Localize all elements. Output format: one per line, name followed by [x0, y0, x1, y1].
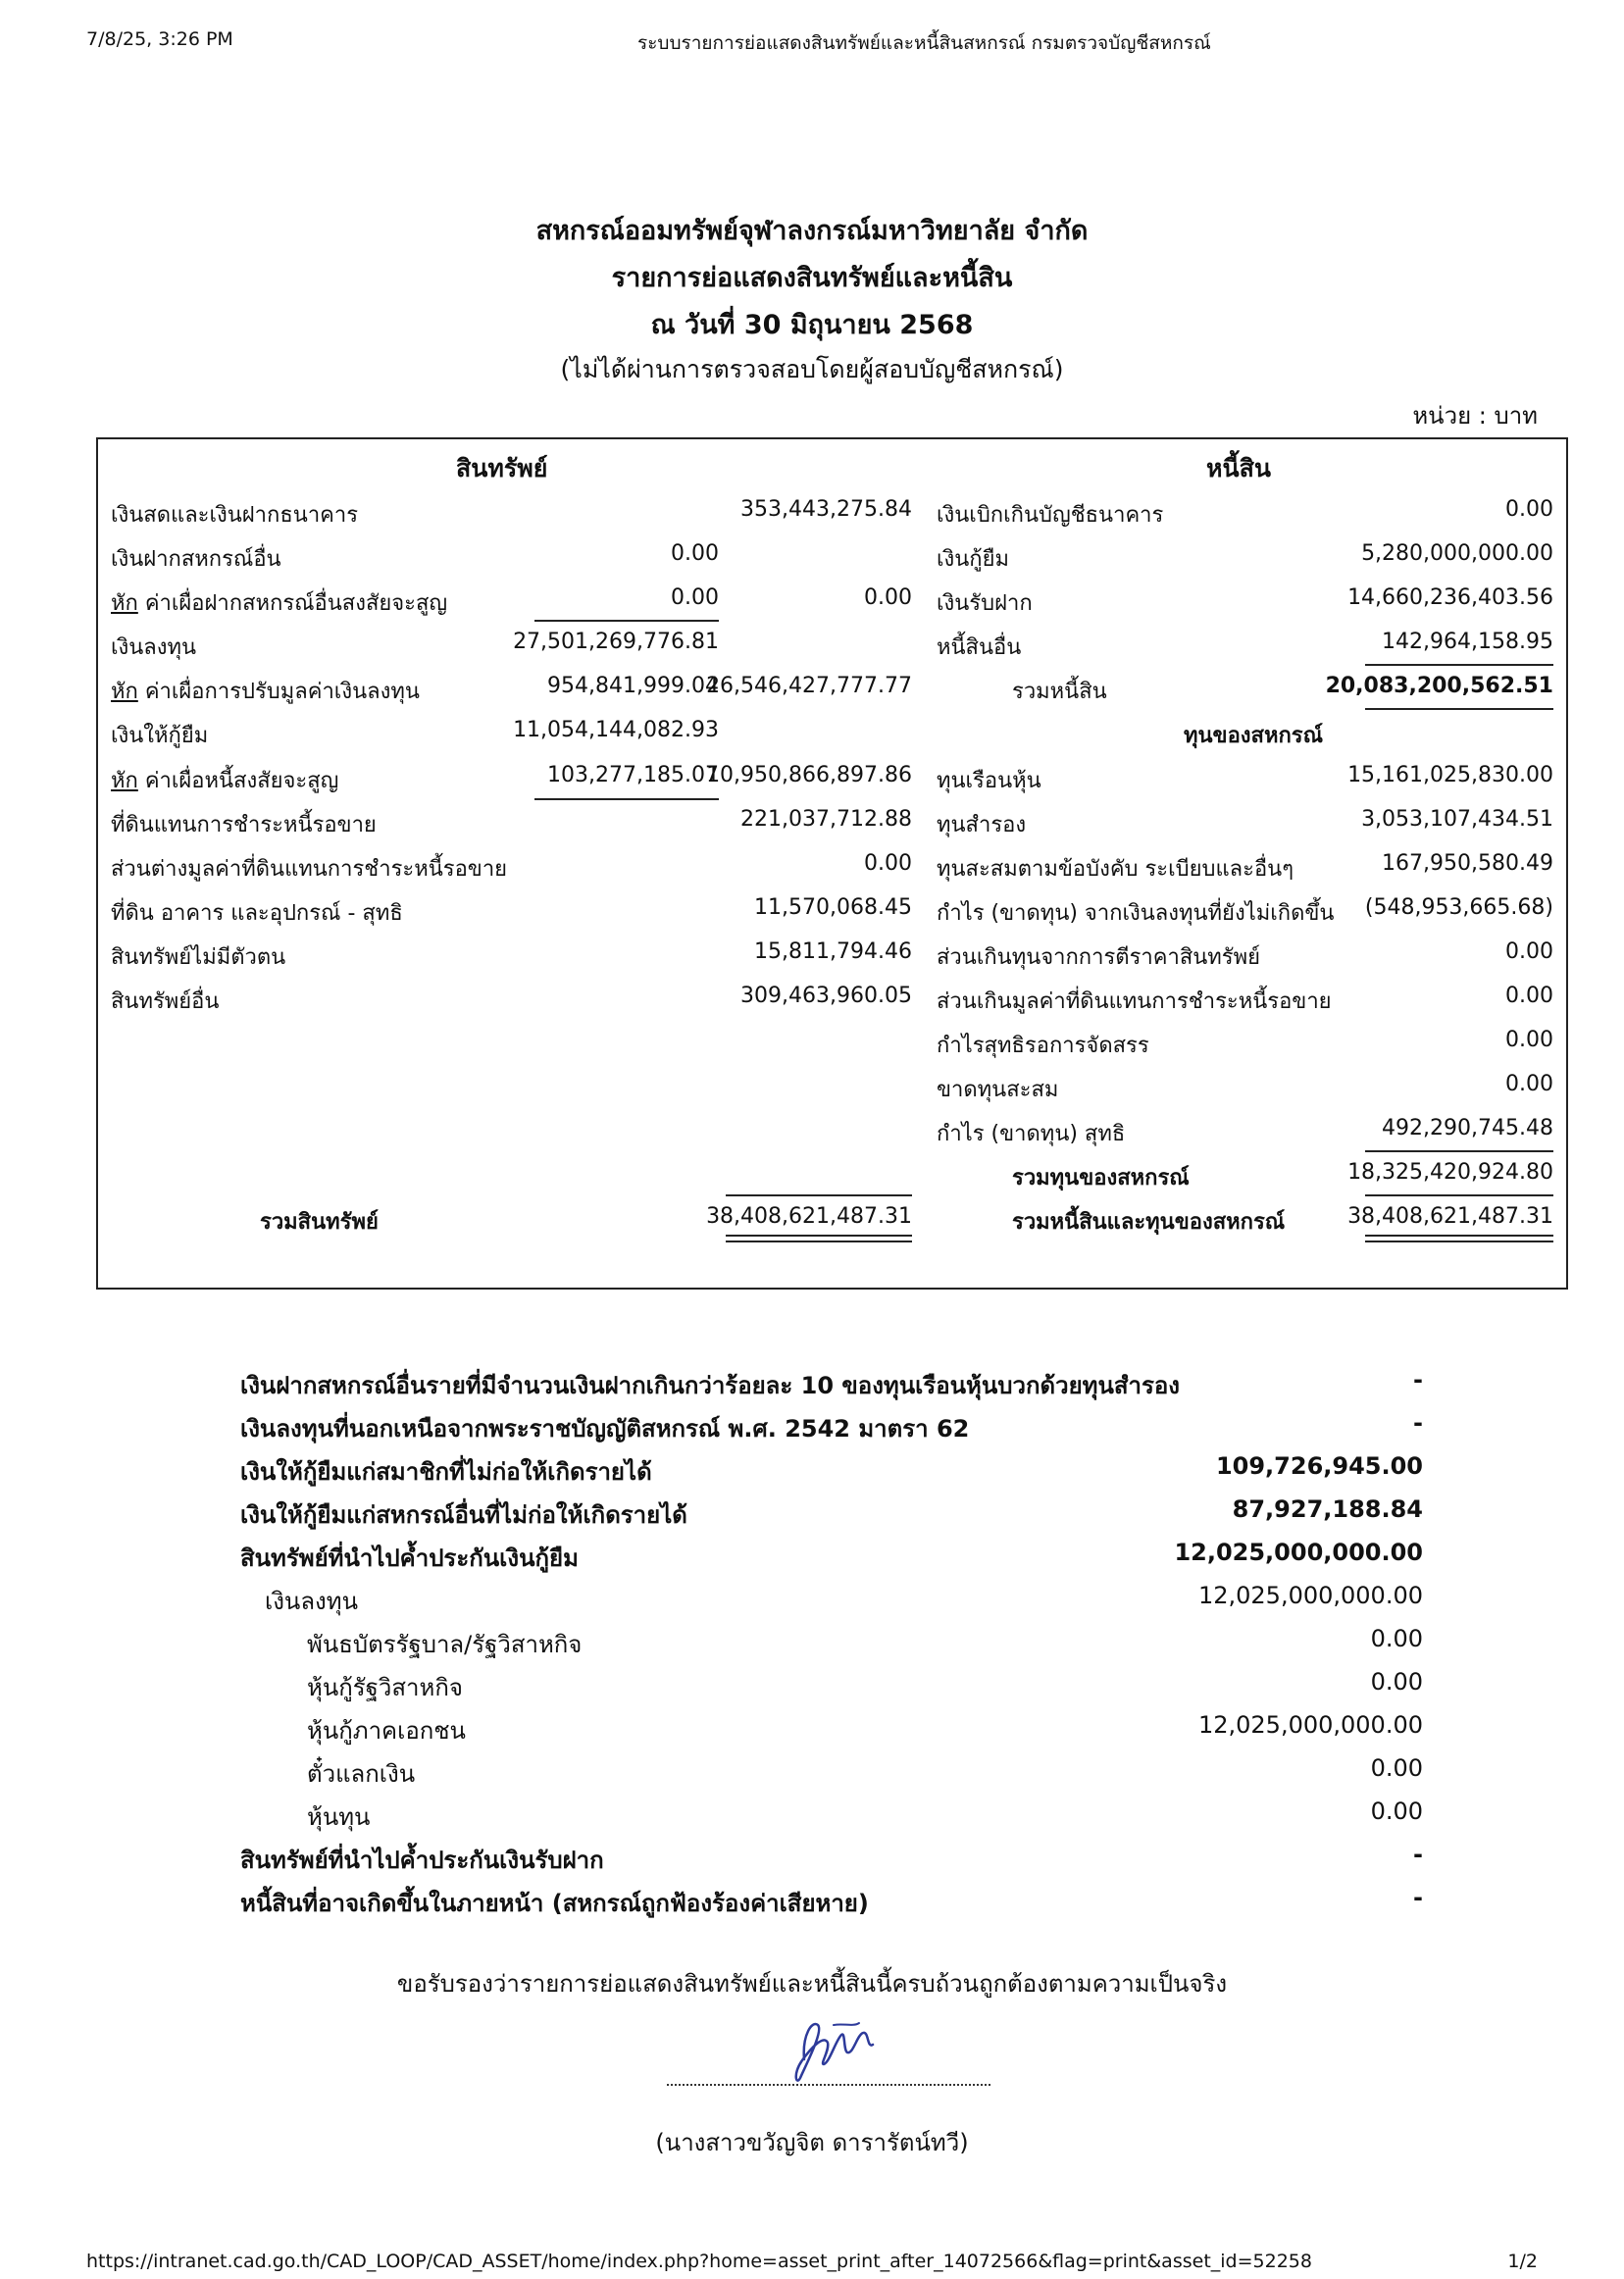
grand-total-label: รวมหนี้สินและทุนของสหกรณ์: [1012, 1210, 1286, 1235]
asset-total-investment: 26,546,427,777.77: [706, 674, 912, 698]
note-value-3: 109,726,945.00: [1215, 1452, 1423, 1480]
note-value-8: 0.00: [1370, 1668, 1423, 1696]
double-underline-grand-total: [1365, 1235, 1553, 1242]
equity-total-label: รวมทุนของสหกรณ์: [1012, 1166, 1190, 1190]
equity-value-accumulated: 167,950,580.49: [1382, 851, 1553, 876]
asset-sub-investment: 27,501,269,776.81: [513, 630, 719, 654]
equity-label-unallocated: กำไรสุทธิรอการจัดสรร: [937, 1034, 1149, 1058]
note-value-12: -: [1413, 1841, 1423, 1868]
note-label-5: สินทรัพย์ที่นำไปค้ำประกันเงินกู้ยืม: [240, 1545, 579, 1572]
note-value-10: 0.00: [1370, 1754, 1423, 1782]
note-value-4: 87,927,188.84: [1232, 1495, 1423, 1523]
asset-sub-loans-allowance: 103,277,185.07: [547, 763, 719, 787]
asset-label-land-substitute: ที่ดินแทนการชำระหนี้รอขาย: [111, 813, 377, 837]
note-label-2: เงินลงทุนที่นอกเหนือจากพระราชบัญญัติสหกรณ์ พ.ศ. 2542 มาตรา 62: [240, 1415, 970, 1443]
equity-label-accumulated: ทุนสะสมตามข้อบังคับ ระเบียบและอื่นๆ: [937, 857, 1294, 882]
system-title: ระบบรายการย่อแสดงสินทรัพย์และหนี้สินสหกรณ์ กรมตรวจบัญชีสหกรณ์: [637, 32, 1211, 54]
underline-equity-total: [1365, 1194, 1553, 1196]
equity-label-land-surplus: ส่วนเกินมูลค่าที่ดินแทนการชำระหนี้รอขาย: [937, 989, 1332, 1014]
asset-total-ppe: 11,570,068.45: [754, 895, 912, 920]
equity-label-asset-surplus: ส่วนเกินทุนจากการตีราคาสินทรัพย์: [937, 945, 1260, 970]
note-value-6: 12,025,000,000.00: [1197, 1582, 1423, 1609]
grand-total-value: 38,408,621,487.31: [1347, 1204, 1553, 1229]
note-label-1: เงินฝากสหกรณ์อื่นรายที่มีจำนวนเงินฝากเกินกว่าร้อยละ 10 ของทุนเรือนหุ้นบวกด้วยทุนสำรอง: [240, 1372, 1181, 1399]
note-label-7: พันธบัตรรัฐบาล/รัฐวิสาหกิจ: [307, 1631, 583, 1658]
liab-label-overdraft: เงินเบิกเกินบัญชีธนาคาร: [937, 503, 1164, 528]
equity-label-net-profit: กำไร (ขาดทุน) สุทธิ: [937, 1122, 1126, 1146]
asset-total-loans: 10,950,866,897.86: [706, 763, 912, 787]
asset-total-cash: 353,443,275.84: [740, 497, 912, 522]
note-label-9: หุ้นกู้ภาคเอกชน: [307, 1717, 466, 1745]
equity-value-unrealized: (548,953,665.68): [1364, 895, 1553, 920]
audit-note: (ไม่ได้ผ่านการตรวจสอบโดยผู้สอบบัญชีสหกรณ์): [560, 355, 1064, 383]
asset-label-other: สินทรัพย์อื่น: [111, 989, 220, 1014]
org-name: สหกรณ์ออมทรัพย์จุฬาลงกรณ์มหาวิทยาลัย จำกัด: [535, 216, 1089, 246]
equity-value-shares: 15,161,025,830.00: [1347, 763, 1553, 787]
note-label-3: เงินให้กู้ยืมแก่สมาชิกที่ไม่ก่อให้เกิดรายได้: [240, 1458, 652, 1486]
liabilities-heading: หนี้สิน: [1206, 454, 1271, 482]
total-assets-label: รวมสินทรัพย์: [260, 1210, 379, 1235]
note-label-13: หนี้สินที่อาจเกิดขึ้นในภายหน้า (สหกรณ์ถูกฟ้องร้องค่าเสียหาย): [240, 1890, 869, 1917]
asset-sub-coop-deposit-allowance: 0.00: [671, 585, 719, 610]
liab-total-label: รวมหนี้สิน: [1012, 680, 1107, 704]
equity-label-reserve: ทุนสำรอง: [937, 813, 1027, 837]
liab-label-borrow: เงินกู้ยืม: [937, 547, 1010, 572]
asset-sub-investment-adjustment: 954,841,999.04: [547, 674, 719, 698]
asset-label-cash: เงินสดและเงินฝากธนาคาร: [111, 503, 359, 528]
equity-heading: ทุนของสหกรณ์: [1184, 724, 1324, 748]
equity-value-unallocated: 0.00: [1505, 1028, 1553, 1052]
asset-label-land-substitute-diff: ส่วนต่างมูลค่าที่ดินแทนการชำระหนี้รอขาย: [111, 857, 508, 882]
note-value-1: -: [1413, 1366, 1423, 1393]
note-value-11: 0.00: [1370, 1798, 1423, 1825]
signer-name: (นางสาวขวัญจิต ดารารัตน์ทวี): [655, 2129, 969, 2156]
certification-text: ขอรับรองว่ารายการย่อแสดงสินทรัพย์และหนี้สินนี้ครบถ้วนถูกต้องตามความเป็นจริง: [396, 1970, 1228, 1998]
underline-asset-total-top: [726, 1194, 912, 1196]
asset-total-land-substitute-diff: 0.00: [864, 851, 912, 876]
asset-total-land-substitute: 221,037,712.88: [740, 807, 912, 832]
total-assets-value: 38,408,621,487.31: [706, 1204, 912, 1229]
equity-value-asset-surplus: 0.00: [1505, 939, 1553, 964]
equity-value-accum-loss: 0.00: [1505, 1072, 1553, 1096]
underline-liab-top: [1365, 664, 1553, 666]
note-label-10: ตั๋วแลกเงิน: [307, 1760, 416, 1788]
liab-value-overdraft: 0.00: [1505, 497, 1553, 522]
liab-label-deposits: เงินรับฝาก: [937, 591, 1033, 616]
liab-value-other: 142,964,158.95: [1382, 630, 1553, 654]
underline-equity-top: [1365, 1150, 1553, 1152]
note-value-2: -: [1413, 1409, 1423, 1437]
equity-value-net-profit: 492,290,745.48: [1382, 1116, 1553, 1140]
underline-loans-sub: [534, 798, 719, 800]
underline-coop-sub: [534, 620, 719, 622]
note-value-13: -: [1413, 1884, 1423, 1911]
note-label-12: สินทรัพย์ที่นำไปค้ำประกันเงินรับฝาก: [240, 1847, 604, 1874]
asset-label-ppe: ที่ดิน อาคาร และอุปกรณ์ - สุทธิ: [111, 901, 403, 926]
report-title: รายการย่อแสดงสินทรัพย์และหนี้สิน: [611, 263, 1013, 293]
footer-url: https://intranet.cad.go.th/CAD_LOOP/CAD_ASSET/home/index.php?home=asset_print_after_14072566&flag=print&asset_id=52258: [86, 2251, 1312, 2272]
asset-label-loans-allowance: หัก ค่าเผื่อหนี้สงสัยจะสูญ: [111, 769, 339, 793]
assets-heading: สินทรัพย์: [456, 454, 548, 482]
equity-label-accum-loss: ขาดทุนสะสม: [937, 1078, 1059, 1102]
equity-value-reserve: 3,053,107,434.51: [1361, 807, 1553, 832]
liab-value-deposits: 14,660,236,403.56: [1347, 585, 1553, 610]
asset-sub-loans: 11,054,144,082.93: [513, 718, 719, 742]
liab-value-borrow: 5,280,000,000.00: [1361, 541, 1553, 566]
liab-total-value: 20,083,200,562.51: [1325, 674, 1553, 698]
asset-label-investment-adjustment: หัก ค่าเผื่อการปรับมูลค่าเงินลงทุน: [111, 680, 420, 704]
asset-label-loans: เงินให้กู้ยืม: [111, 724, 209, 748]
asset-sub-coop-deposit: 0.00: [671, 541, 719, 566]
equity-value-land-surplus: 0.00: [1505, 984, 1553, 1008]
report-date: ณ วันที่ 30 มิถุนายน 2568: [650, 310, 974, 340]
note-value-9: 12,025,000,000.00: [1197, 1711, 1423, 1739]
footer-page: 1/2: [1507, 2251, 1538, 2272]
signature-line: [667, 2084, 990, 2086]
unit-label: หน่วย : บาท: [1412, 402, 1538, 430]
asset-label-investment: เงินลงทุน: [111, 635, 197, 660]
equity-label-shares: ทุนเรือนหุ้น: [937, 769, 1041, 793]
asset-total-intangible: 15,811,794.46: [754, 939, 912, 964]
note-value-5: 12,025,000,000.00: [1174, 1539, 1423, 1566]
note-label-6: เงินลงทุน: [265, 1588, 358, 1615]
underline-liab-total: [1365, 708, 1553, 710]
asset-total-coop-deposit: 0.00: [864, 585, 912, 610]
liab-label-other: หนี้สินอื่น: [937, 635, 1022, 660]
asset-label-coop-deposit-allowance: หัก ค่าเผื่อฝากสหกรณ์อื่นสงสัยจะสูญ: [111, 591, 448, 616]
note-label-8: หุ้นกู้รัฐวิสาหกิจ: [307, 1674, 463, 1701]
asset-total-other: 309,463,960.05: [740, 984, 912, 1008]
double-underline-asset-total: [726, 1235, 912, 1242]
note-label-11: หุ้นทุน: [307, 1803, 371, 1831]
asset-label-coop-deposit: เงินฝากสหกรณ์อื่น: [111, 547, 281, 572]
signature-image: [785, 2005, 892, 2094]
equity-total-value: 18,325,420,924.80: [1347, 1160, 1553, 1185]
note-label-4: เงินให้กู้ยืมแก่สหกรณ์อื่นที่ไม่ก่อให้เกิดรายได้: [240, 1501, 687, 1529]
note-value-7: 0.00: [1370, 1625, 1423, 1652]
print-datetime: 7/8/25, 3:26 PM: [86, 28, 233, 50]
equity-label-unrealized: กำไร (ขาดทุน) จากเงินลงทุนที่ยังไม่เกิดขึ้น: [937, 901, 1335, 926]
asset-label-intangible: สินทรัพย์ไม่มีตัวตน: [111, 945, 286, 970]
